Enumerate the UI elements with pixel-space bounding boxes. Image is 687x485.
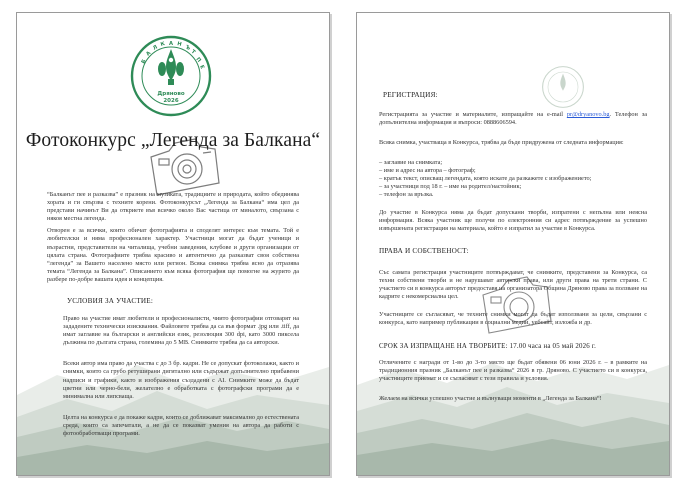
- required-info-intro: Всяка снимка, участваща в Конкурса, трябва да бъде придружена от следната информация:: [379, 139, 624, 146]
- logo-town: Дряново: [157, 91, 185, 97]
- logo-year: 2026: [163, 98, 179, 104]
- rights-paragraph-1: Със самата регистрация участниците потвърждават, че снимките, представени за Конкурса, са техни собствени творби и не нарушават авторски права, или други права на трети страни. С участието си в конкурса авторът предоставя на организатора Община Дряново права за ползване на кадрите с некомерсиална цел.: [379, 269, 647, 301]
- conditions-paragraph-1: Право на участие имат любители и професионалисти, чиито фотографии отговарят на зададените технически изисквания. Файловете трябва да са във формат .jpg или .tiff, да имат заглавие на български и английски език, резолюция 300 dpi, като 3000 пиксела дължина по дългата страна, големина до 5 MB. Снимките трябва да са авторски.: [63, 315, 299, 347]
- festival-logo: [130, 35, 212, 117]
- rights-heading: ПРАВА И СОБСТВЕНОСТ:: [379, 247, 469, 255]
- svg-text:П: П: [194, 56, 202, 64]
- svg-text:Е: Е: [198, 64, 206, 71]
- registration-email-link[interactable]: pr@dryanovo.bg: [566, 111, 610, 118]
- conditions-paragraph-3: Целта на конкурса е да покаже кадри, които се доближават максимално до естествената среда, които са запечатали, а не да се показват умения на автора да работи с фотообработващи програми.: [63, 413, 299, 438]
- registration-heading: РЕГИСТРАЦИЯ:: [383, 91, 438, 99]
- svg-text:Н: Н: [176, 41, 183, 48]
- rights-paragraph-2: Участниците се съгласяват, че техните снимки могат да бъдат използвани за цели, свързани с конкурса, като например публикации в социални медии, уебсайт, изложба и др.: [379, 311, 647, 327]
- closing-wish: Желаем на всички успешно участие и вълнуващи моменти в „Легенда за Балкана“!: [379, 395, 602, 402]
- flyer-page-1: [16, 12, 330, 476]
- list-item: – телефон за връзка.: [379, 191, 434, 199]
- list-item: – кратък текст, описващ легендата, която искате да разкажете с изображението;: [379, 175, 592, 183]
- incomplete-info-note: До участие в Конкурса няма да бъдат допускани творби, изпратени с непълна или неясна информация. Всяка участник ще получи по електронния си адрес потвърждение за успешно извършената регистрация на материала, който е изпратил за участие в Конкурса.: [379, 209, 647, 233]
- contest-title: Фотоконкурс „Легенда за Балкана“: [25, 130, 321, 151]
- svg-text:Ъ: Ъ: [184, 44, 192, 52]
- conditions-heading: УСЛОВИЯ ЗА УЧАСТИЕ:: [67, 297, 154, 305]
- svg-text:К: К: [159, 41, 166, 48]
- svg-text:А: А: [145, 50, 153, 58]
- conditions-paragraph-2: Всеки автор има право да участва с до 3 бр. кадри. Не се допускат фотоколажи, както и снимки, които са грубо ретуширани дигитално или съдържат допълнително прибавени надписи и графики, както и изображения създадени с AI. Снимките може да бъдат цветни или черно-бели, желателно е обработката с фотографски програми да е минимална или липсваща.: [63, 360, 299, 400]
- registration-text: [379, 111, 647, 127]
- intro-paragraph-1: “Балканът пее и разказва” е празник на музиката, традициите и природата, който обединява хората и ги свързва с техните корени. Фотоконкурсът „Легенда за Балкана“ има цел да представи начинът Ви да откриете във всичко около Вас частица от миналото, свързана с някоя местна легенда.: [47, 191, 299, 223]
- submission-deadline: СРОК ЗА ИЗПРАЩАНЕ НА ТВОРБИТЕ: 17.00 часа на 05 май 2026 г.: [379, 343, 597, 350]
- svg-text:Л: Л: [152, 44, 159, 52]
- svg-text:Б: Б: [140, 58, 148, 65]
- flyer-page-2: [356, 12, 670, 476]
- conditions-text: [63, 315, 299, 438]
- awards-paragraph: Отличените с награди от 1-во до 3-то място ще бъдат обявени 06 юни 2026 г. – в рамките на традиционния празник „Балканът пее и разказва“ 2026 в гр. Дряново. С участието си в конкурса, участниците приемат и се съгласяват с тези правила и условия.: [379, 359, 647, 383]
- registration-text-post: . Телефон за допълнителна информация и въпроси: 0888606594.: [379, 111, 647, 127]
- registration-text-pre: Регистрацията за участие и материалите, изпращайте на e-mail: [379, 111, 567, 118]
- intro-text: [47, 191, 299, 284]
- required-info-list: [379, 159, 647, 199]
- svg-text:А: А: [169, 41, 174, 47]
- list-item: – заглавие на снимката;: [379, 159, 443, 166]
- list-item: – за участници под 18 г. – име на родител/настойник;: [379, 183, 522, 191]
- list-item: – име и адрес на автора – фотограф;: [379, 167, 476, 175]
- svg-text:Т: Т: [189, 48, 197, 56]
- intro-paragraph-2: Отворен е за всички, които обичат фотографията и споделят интерес към темата. Той е любителски и няма професионален характер. Участници могат да бъдат ученици и възрастни, представители на читалища, учебни заведения, клубове и други организации от цялата страна. Фотографиите трябва красиво и автентично да разказват своя собствена “легенда” за Вашето населено място или регион. Всяка снимка трябва ясно да отразява темата “Легенда за Балкана”. Описанието към всяка фотография ще помогне на журито да разбере по-добре вашата идея и концепция.: [47, 227, 299, 283]
